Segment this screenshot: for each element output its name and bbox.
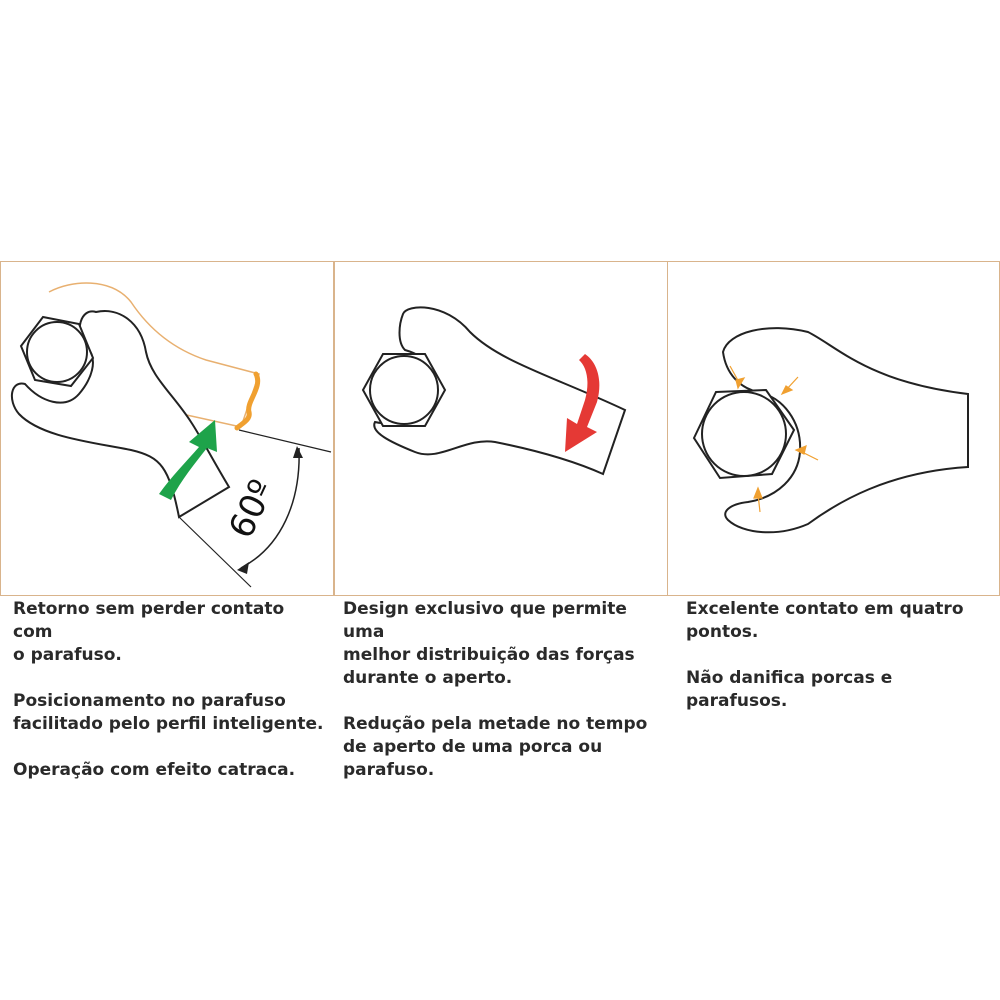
- caption-text: Posicionamento no parafuso facilitado pelo perfil inteligente.: [13, 691, 324, 734]
- diagram-panel-four-point-contact: [667, 261, 1000, 596]
- caption-text: Excelente contato em quatro pontos.: [686, 599, 964, 642]
- caption-ratchet: [13, 598, 328, 805]
- diagram-panel-force-distribution: [334, 261, 668, 596]
- caption-text: Retorno sem perder contato com o parafuso.: [13, 599, 285, 665]
- wrench-ratchet-illustration: [1, 262, 334, 596]
- wrench-force-illustration: [335, 262, 668, 596]
- diagram-panel-ratchet: [0, 261, 334, 596]
- caption-text: Redução pela metade no tempo de aperto de uma porca ou parafuso.: [343, 714, 648, 780]
- angle-label: 60º: [221, 473, 283, 545]
- caption-text: Operação com efeito catraca.: [13, 760, 296, 780]
- caption-text: Não danifica porcas e parafusos.: [686, 668, 893, 711]
- caption-force-distribution: [343, 598, 661, 805]
- wrench-contact-illustration: [668, 262, 1000, 596]
- caption-text: Design exclusivo que permite uma melhor distribuição das forças durante o aperto.: [343, 599, 635, 688]
- ghost-wrench-end-icon: [237, 374, 258, 428]
- caption-four-point-contact: [686, 598, 998, 736]
- hex-nut-icon: [694, 390, 794, 478]
